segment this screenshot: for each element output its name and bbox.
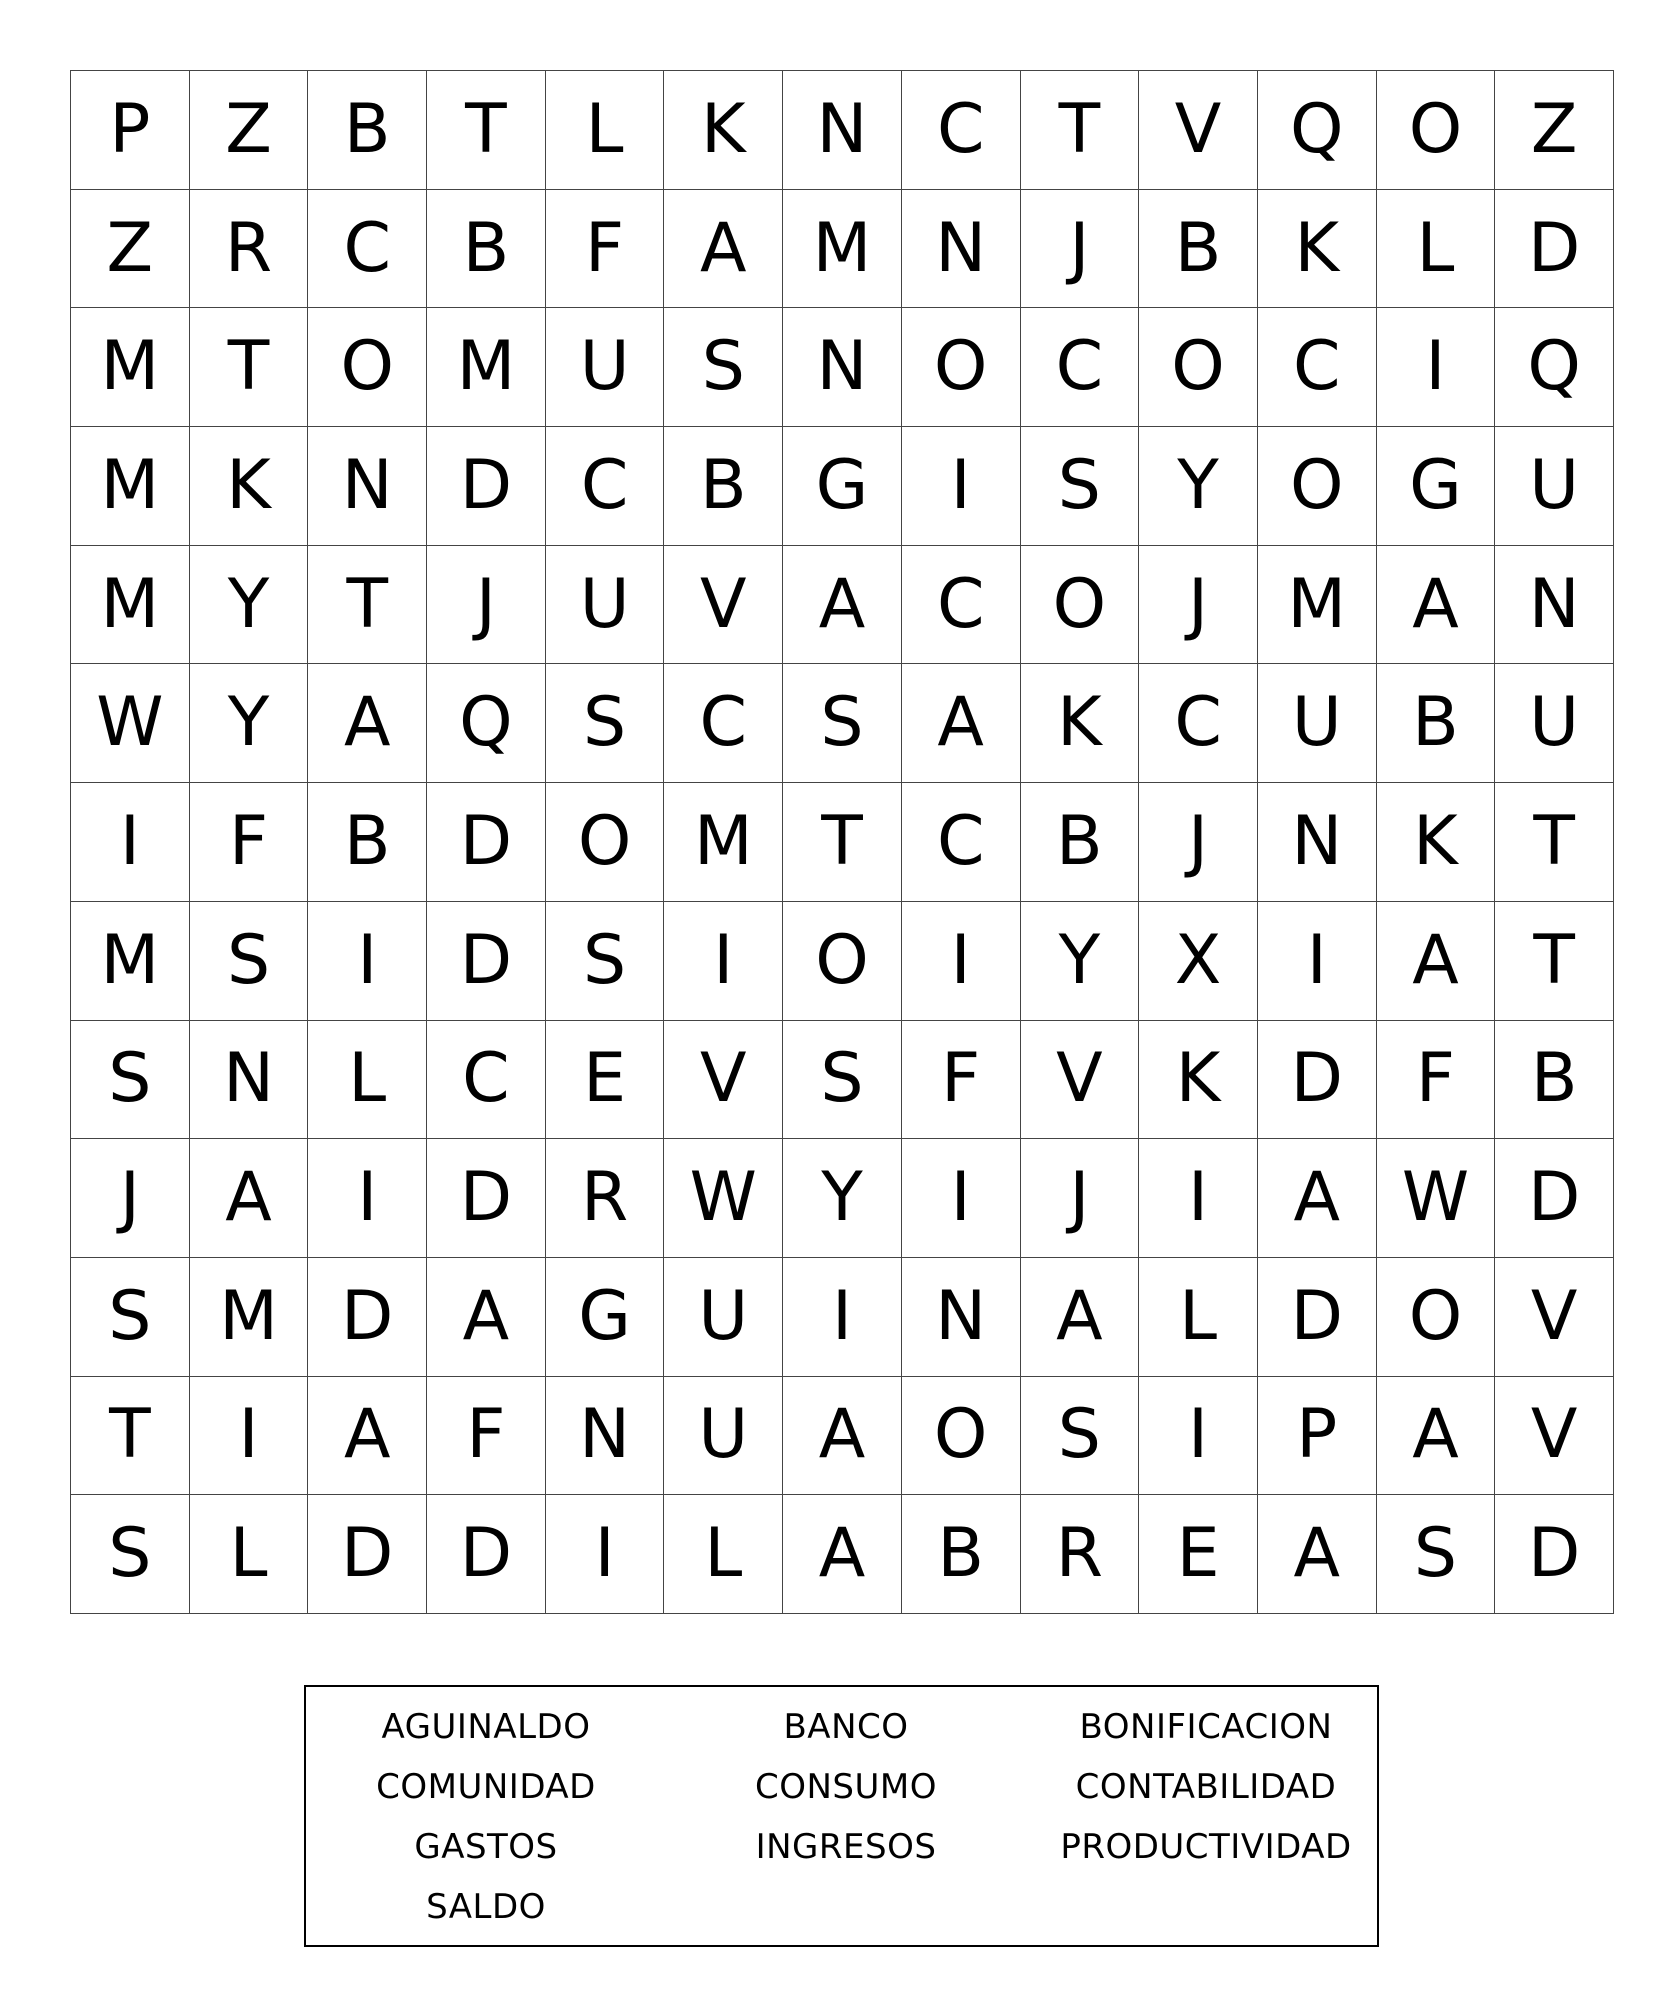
grid-cell[interactable]: S	[546, 902, 665, 1021]
grid-cell[interactable]: F	[190, 783, 309, 902]
grid-cell[interactable]: M	[664, 783, 783, 902]
grid-cell[interactable]: J	[71, 1139, 190, 1258]
grid-cell[interactable]: A	[783, 546, 902, 665]
grid-cell[interactable]: C	[1139, 664, 1258, 783]
grid-cell[interactable]: A	[1377, 902, 1496, 1021]
word-list-item: COMUNIDAD	[376, 1767, 596, 1807]
grid-cell[interactable]: K	[1377, 783, 1496, 902]
grid-cell[interactable]: Q	[1258, 71, 1377, 190]
grid-cell[interactable]: C	[308, 190, 427, 309]
grid-cell[interactable]: O	[546, 783, 665, 902]
grid-cell[interactable]: U	[546, 546, 665, 665]
grid-cell[interactable]: U	[1258, 664, 1377, 783]
grid-cell[interactable]: R	[190, 190, 309, 309]
grid-cell[interactable]: M	[783, 190, 902, 309]
grid-cell[interactable]: B	[1495, 1021, 1614, 1140]
grid-cell[interactable]: V	[1495, 1377, 1614, 1496]
grid-cell[interactable]: J	[1021, 190, 1140, 309]
grid-cell[interactable]: T	[1021, 71, 1140, 190]
grid-cell[interactable]: K	[1021, 664, 1140, 783]
grid-cell[interactable]: E	[1139, 1495, 1258, 1614]
grid-cell[interactable]: T	[427, 71, 546, 190]
grid-cell[interactable]: F	[1377, 1021, 1496, 1140]
grid-cell[interactable]: B	[1139, 190, 1258, 309]
grid-cell[interactable]: C	[1021, 308, 1140, 427]
grid-cell[interactable]: E	[546, 1021, 665, 1140]
grid-cell[interactable]: W	[664, 1139, 783, 1258]
grid-cell[interactable]: U	[664, 1377, 783, 1496]
grid-cell[interactable]: M	[71, 427, 190, 546]
grid-cell[interactable]: B	[664, 427, 783, 546]
grid-cell[interactable]: S	[71, 1258, 190, 1377]
grid-cell[interactable]: R	[1021, 1495, 1140, 1614]
grid-cell[interactable]: I	[1139, 1139, 1258, 1258]
grid-cell[interactable]: A	[1258, 1139, 1377, 1258]
grid-cell[interactable]: C	[664, 664, 783, 783]
grid-cell[interactable]: C	[427, 1021, 546, 1140]
word-list-item: AGUINALDO	[381, 1707, 591, 1747]
grid-cell[interactable]: T	[783, 783, 902, 902]
grid-cell[interactable]: B	[427, 190, 546, 309]
grid-cell[interactable]: J	[1139, 546, 1258, 665]
grid-cell[interactable]: S	[783, 664, 902, 783]
grid-cell[interactable]: A	[190, 1139, 309, 1258]
word-list-item: CONTABILIDAD	[1075, 1767, 1337, 1807]
grid-cell[interactable]: S	[1021, 427, 1140, 546]
grid-cell[interactable]: A	[902, 664, 1021, 783]
grid-cell[interactable]: D	[427, 1495, 546, 1614]
grid-cell[interactable]: M	[1258, 546, 1377, 665]
grid-cell[interactable]: Z	[190, 71, 309, 190]
grid-cell[interactable]: O	[1377, 71, 1496, 190]
grid-cell[interactable]: T	[1495, 902, 1614, 1021]
word-list-item: GASTOS	[414, 1827, 558, 1867]
grid-cell[interactable]: F	[427, 1377, 546, 1496]
grid-cell[interactable]: I	[902, 902, 1021, 1021]
grid-cell[interactable]: D	[427, 1139, 546, 1258]
grid-cell[interactable]: X	[1139, 902, 1258, 1021]
grid-cell[interactable]: I	[71, 783, 190, 902]
grid-cell[interactable]: I	[1139, 1377, 1258, 1496]
grid-cell[interactable]: B	[308, 71, 427, 190]
grid-cell[interactable]: S	[664, 308, 783, 427]
grid-cell[interactable]: M	[71, 902, 190, 1021]
grid-cell[interactable]: V	[1021, 1021, 1140, 1140]
grid-cell[interactable]: V	[664, 546, 783, 665]
grid-cell[interactable]: D	[427, 783, 546, 902]
grid-cell[interactable]: U	[1495, 664, 1614, 783]
grid-cell[interactable]: C	[902, 546, 1021, 665]
grid-cell[interactable]: G	[1377, 427, 1496, 546]
grid-cell[interactable]: A	[308, 1377, 427, 1496]
grid-cell[interactable]: M	[190, 1258, 309, 1377]
grid-cell[interactable]: I	[308, 902, 427, 1021]
grid-cell[interactable]: O	[902, 308, 1021, 427]
grid-cell[interactable]: O	[1139, 308, 1258, 427]
grid-cell[interactable]: N	[902, 190, 1021, 309]
grid-cell[interactable]: A	[1377, 546, 1496, 665]
grid-cell[interactable]: B	[308, 783, 427, 902]
grid-cell[interactable]: I	[664, 902, 783, 1021]
grid-cell[interactable]: N	[902, 1258, 1021, 1377]
grid-cell[interactable]: I	[1377, 308, 1496, 427]
grid-cell[interactable]: T	[71, 1377, 190, 1496]
grid-cell[interactable]: S	[71, 1021, 190, 1140]
grid-cell[interactable]: A	[664, 190, 783, 309]
grid-cell[interactable]: F	[546, 190, 665, 309]
grid-cell[interactable]: S	[71, 1495, 190, 1614]
grid-cell[interactable]: Y	[190, 664, 309, 783]
grid-cell[interactable]: I	[1258, 902, 1377, 1021]
grid-cell[interactable]: J	[1139, 783, 1258, 902]
grid-cell[interactable]: N	[1495, 546, 1614, 665]
grid-cell[interactable]: C	[902, 783, 1021, 902]
grid-cell[interactable]: I	[546, 1495, 665, 1614]
word-list-item: CONSUMO	[755, 1767, 937, 1807]
grid-cell[interactable]: W	[1377, 1139, 1496, 1258]
grid-cell[interactable]: S	[783, 1021, 902, 1140]
grid-cell[interactable]: D	[1258, 1258, 1377, 1377]
grid-cell[interactable]: Z	[71, 190, 190, 309]
grid-cell[interactable]: U	[1495, 427, 1614, 546]
grid-cell[interactable]: P	[1258, 1377, 1377, 1496]
grid-cell[interactable]: L	[190, 1495, 309, 1614]
grid-cell[interactable]: K	[1258, 190, 1377, 309]
word-list	[304, 1685, 1379, 1947]
grid-cell[interactable]: L	[1377, 190, 1496, 309]
grid-cell[interactable]: N	[308, 427, 427, 546]
grid-cell[interactable]: S	[546, 664, 665, 783]
grid-cell[interactable]: A	[783, 1495, 902, 1614]
grid-cell[interactable]: N	[1258, 783, 1377, 902]
grid-cell[interactable]: A	[1377, 1377, 1496, 1496]
word-list-item: SALDO	[426, 1887, 546, 1927]
grid-cell[interactable]: S	[1021, 1377, 1140, 1496]
grid-cell[interactable]: O	[902, 1377, 1021, 1496]
grid-cell[interactable]: D	[1495, 190, 1614, 309]
grid-cell[interactable]: V	[664, 1021, 783, 1140]
grid-cell[interactable]: R	[546, 1139, 665, 1258]
grid-cell[interactable]: D	[308, 1495, 427, 1614]
grid-cell[interactable]: D	[427, 902, 546, 1021]
grid-cell[interactable]: I	[783, 1258, 902, 1377]
grid-cell[interactable]: G	[546, 1258, 665, 1377]
grid-cell[interactable]: D	[427, 427, 546, 546]
grid-cell[interactable]: Y	[190, 546, 309, 665]
grid-cell[interactable]: G	[783, 427, 902, 546]
grid-cell[interactable]: L	[1139, 1258, 1258, 1377]
grid-cell[interactable]: C	[902, 71, 1021, 190]
grid-cell[interactable]: L	[308, 1021, 427, 1140]
grid-cell[interactable]: I	[190, 1377, 309, 1496]
grid-cell[interactable]: F	[902, 1021, 1021, 1140]
grid-cell[interactable]: B	[902, 1495, 1021, 1614]
word-list-item: BONIFICACION	[1079, 1707, 1333, 1747]
grid-cell[interactable]: C	[1258, 308, 1377, 427]
grid-cell[interactable]: U	[664, 1258, 783, 1377]
word-list-item: BANCO	[783, 1707, 909, 1747]
grid-cell[interactable]: K	[190, 427, 309, 546]
grid-cell[interactable]: Y	[783, 1139, 902, 1258]
grid-cell[interactable]: Y	[1139, 427, 1258, 546]
grid-cell[interactable]: A	[308, 664, 427, 783]
grid-cell[interactable]: K	[664, 71, 783, 190]
grid-cell[interactable]: L	[546, 71, 665, 190]
grid-cell[interactable]: S	[1377, 1495, 1496, 1614]
grid-cell[interactable]: O	[308, 308, 427, 427]
word-list-item: PRODUCTIVIDAD	[1060, 1827, 1352, 1867]
grid-cell[interactable]: Y	[1021, 902, 1140, 1021]
grid-cell[interactable]: D	[308, 1258, 427, 1377]
grid-cell[interactable]: A	[783, 1377, 902, 1496]
grid-cell[interactable]: B	[1021, 783, 1140, 902]
grid-cell[interactable]: J	[427, 546, 546, 665]
grid-cell[interactable]: A	[427, 1258, 546, 1377]
grid-cell[interactable]: A	[1021, 1258, 1140, 1377]
grid-cell[interactable]: D	[1495, 1495, 1614, 1614]
grid-cell[interactable]: T	[1495, 783, 1614, 902]
grid-cell[interactable]: D	[1258, 1021, 1377, 1140]
grid-cell[interactable]: M	[71, 546, 190, 665]
grid-cell[interactable]: A	[1258, 1495, 1377, 1614]
grid-cell[interactable]: T	[190, 308, 309, 427]
grid-cell[interactable]: I	[308, 1139, 427, 1258]
grid-cell[interactable]: U	[546, 308, 665, 427]
grid-cell[interactable]: I	[902, 427, 1021, 546]
grid-cell[interactable]: N	[546, 1377, 665, 1496]
grid-cell[interactable]: O	[783, 902, 902, 1021]
grid-cell[interactable]: O	[1021, 546, 1140, 665]
grid-cell[interactable]: M	[427, 308, 546, 427]
grid-cell[interactable]: N	[783, 71, 902, 190]
grid-cell[interactable]: L	[664, 1495, 783, 1614]
word-search-grid	[70, 70, 1614, 1614]
grid-cell[interactable]: Q	[1495, 308, 1614, 427]
grid-cell[interactable]: C	[546, 427, 665, 546]
grid-cell[interactable]: I	[902, 1139, 1021, 1258]
grid-cell[interactable]: K	[1139, 1021, 1258, 1140]
grid-cell[interactable]: B	[1377, 664, 1496, 783]
word-list-item: INGRESOS	[755, 1827, 937, 1867]
grid-cell[interactable]: S	[190, 902, 309, 1021]
grid-cell[interactable]: Z	[1495, 71, 1614, 190]
grid-cell[interactable]: N	[783, 308, 902, 427]
grid-cell[interactable]: O	[1377, 1258, 1496, 1377]
grid-cell[interactable]: V	[1139, 71, 1258, 190]
grid-cell[interactable]: Q	[427, 664, 546, 783]
grid-cell[interactable]: J	[1021, 1139, 1140, 1258]
grid-cell[interactable]: T	[308, 546, 427, 665]
grid-cell[interactable]: N	[190, 1021, 309, 1140]
grid-cell[interactable]: M	[71, 308, 190, 427]
grid-cell[interactable]: O	[1258, 427, 1377, 546]
grid-cell[interactable]: P	[71, 71, 190, 190]
grid-cell[interactable]: W	[71, 664, 190, 783]
grid-cell[interactable]: D	[1495, 1139, 1614, 1258]
grid-cell[interactable]: V	[1495, 1258, 1614, 1377]
